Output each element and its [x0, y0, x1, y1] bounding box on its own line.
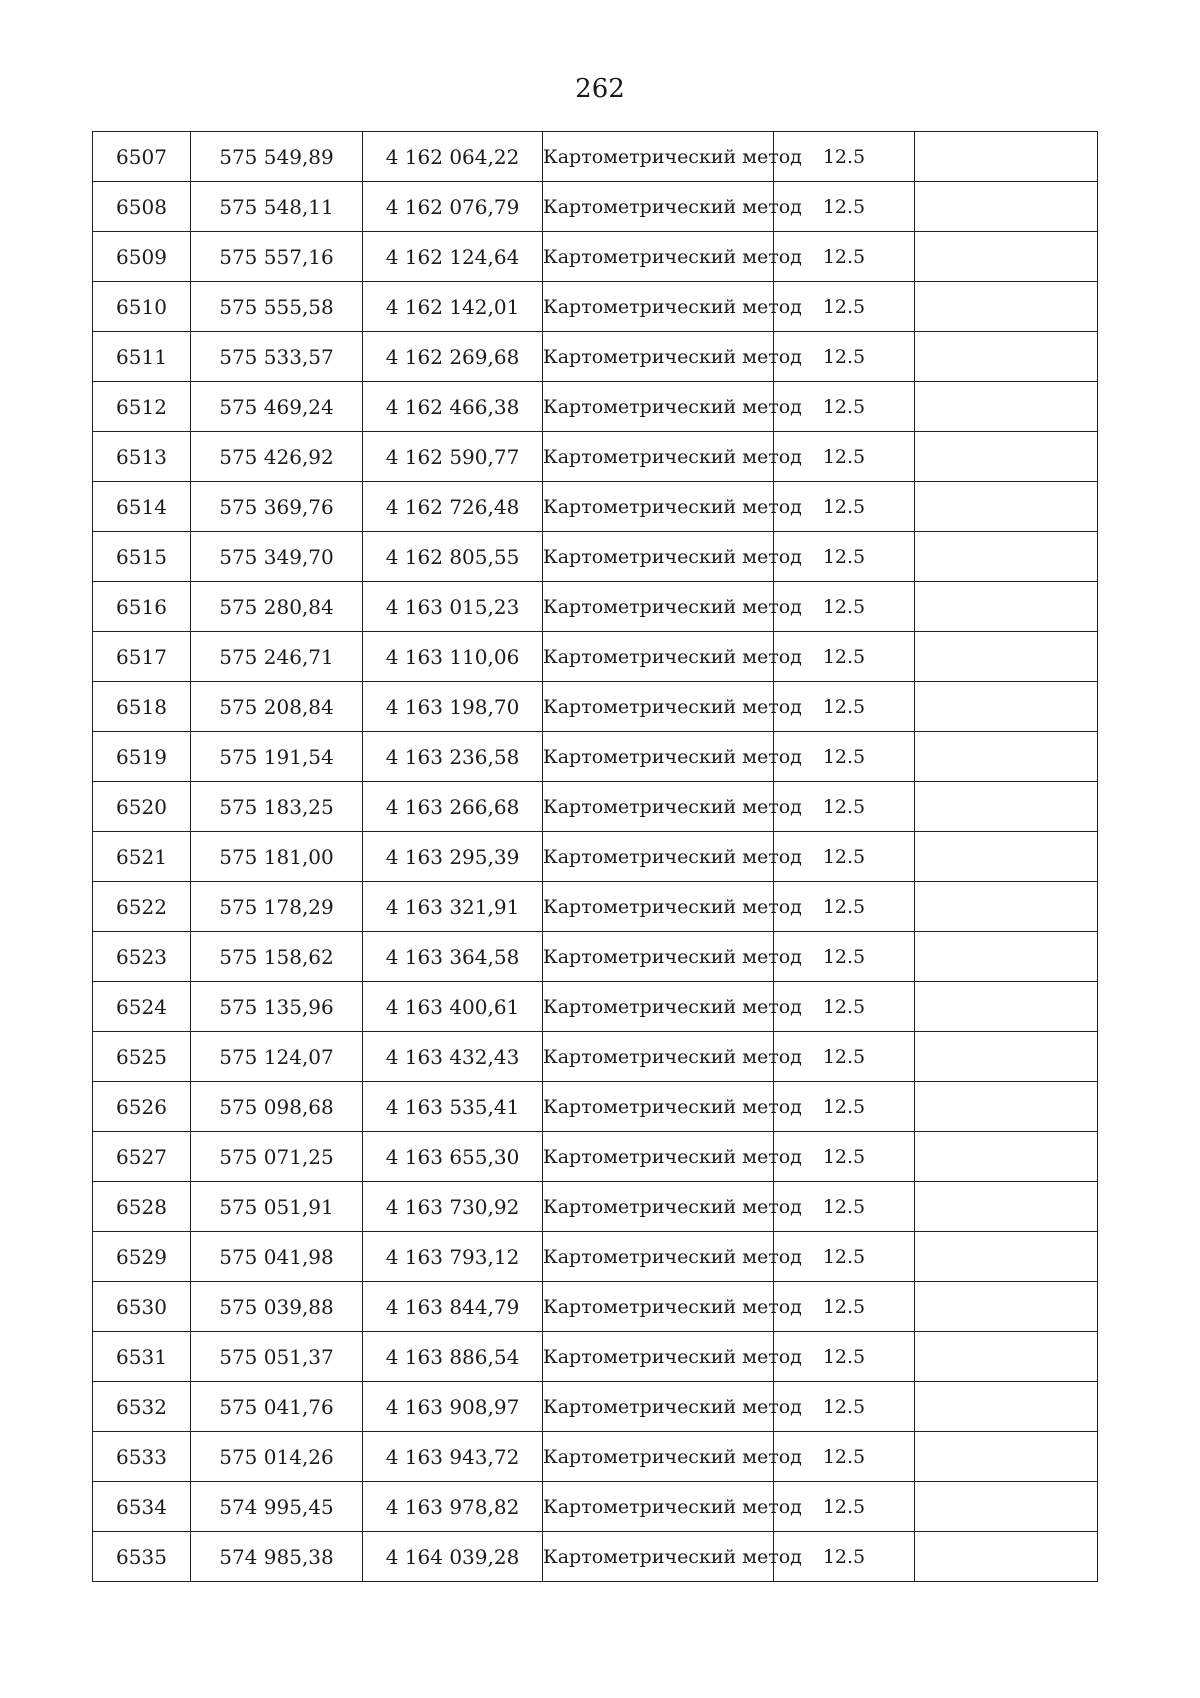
- note-cell: [915, 832, 1098, 882]
- method-cell: Картометрический метод: [543, 1182, 774, 1232]
- point-number-cell: 6511: [93, 332, 191, 382]
- y-coordinate-cell: 4 164 039,28: [363, 1532, 543, 1582]
- y-coordinate-cell: 4 163 236,58: [363, 732, 543, 782]
- method-cell: Картометрический метод: [543, 782, 774, 832]
- note-cell: [915, 932, 1098, 982]
- table-row: [93, 532, 1098, 582]
- point-number-cell: 6526: [93, 1082, 191, 1132]
- point-number-cell: 6524: [93, 982, 191, 1032]
- point-number-cell: 6521: [93, 832, 191, 882]
- table-row: [93, 582, 1098, 632]
- y-coordinate-cell: 4 163 730,92: [363, 1182, 543, 1232]
- accuracy-cell: 12.5: [774, 982, 915, 1032]
- method-cell: Картометрический метод: [543, 332, 774, 382]
- table-row: [93, 282, 1098, 332]
- method-cell: Картометрический метод: [543, 1382, 774, 1432]
- point-number-cell: 6518: [93, 682, 191, 732]
- x-coordinate-cell: 575 469,24: [191, 382, 363, 432]
- point-number-cell: 6512: [93, 382, 191, 432]
- note-cell: [915, 132, 1098, 182]
- accuracy-cell: 12.5: [774, 1182, 915, 1232]
- x-coordinate-cell: 575 158,62: [191, 932, 363, 982]
- table-row: [93, 1182, 1098, 1232]
- table-row: [93, 232, 1098, 282]
- method-cell: Картометрический метод: [543, 382, 774, 432]
- y-coordinate-cell: 4 163 400,61: [363, 982, 543, 1032]
- accuracy-cell: 12.5: [774, 1032, 915, 1082]
- accuracy-cell: 12.5: [774, 1232, 915, 1282]
- note-cell: [915, 582, 1098, 632]
- point-number-cell: 6523: [93, 932, 191, 982]
- accuracy-cell: 12.5: [774, 1132, 915, 1182]
- table-row: [93, 1232, 1098, 1282]
- note-cell: [915, 1282, 1098, 1332]
- y-coordinate-cell: 4 162 142,01: [363, 282, 543, 332]
- x-coordinate-cell: 575 280,84: [191, 582, 363, 632]
- x-coordinate-cell: 575 051,37: [191, 1332, 363, 1382]
- x-coordinate-cell: 575 549,89: [191, 132, 363, 182]
- accuracy-cell: 12.5: [774, 682, 915, 732]
- accuracy-cell: 12.5: [774, 1332, 915, 1382]
- method-cell: Картометрический метод: [543, 532, 774, 582]
- y-coordinate-cell: 4 163 364,58: [363, 932, 543, 982]
- y-coordinate-cell: 4 162 590,77: [363, 432, 543, 482]
- point-number-cell: 6508: [93, 182, 191, 232]
- accuracy-cell: 12.5: [774, 832, 915, 882]
- method-cell: Картометрический метод: [543, 232, 774, 282]
- accuracy-cell: 12.5: [774, 282, 915, 332]
- accuracy-cell: 12.5: [774, 932, 915, 982]
- note-cell: [915, 1082, 1098, 1132]
- point-number-cell: 6515: [93, 532, 191, 582]
- note-cell: [915, 1132, 1098, 1182]
- y-coordinate-cell: 4 163 793,12: [363, 1232, 543, 1282]
- note-cell: [915, 682, 1098, 732]
- table-row: [93, 1482, 1098, 1532]
- x-coordinate-cell: 574 985,38: [191, 1532, 363, 1582]
- method-cell: Картометрический метод: [543, 732, 774, 782]
- x-coordinate-cell: 575 098,68: [191, 1082, 363, 1132]
- table-row: [93, 1432, 1098, 1482]
- y-coordinate-cell: 4 163 432,43: [363, 1032, 543, 1082]
- note-cell: [915, 232, 1098, 282]
- y-coordinate-cell: 4 162 124,64: [363, 232, 543, 282]
- note-cell: [915, 1382, 1098, 1432]
- y-coordinate-cell: 4 162 269,68: [363, 332, 543, 382]
- point-number-cell: 6527: [93, 1132, 191, 1182]
- x-coordinate-cell: 575 051,91: [191, 1182, 363, 1232]
- x-coordinate-cell: 575 557,16: [191, 232, 363, 282]
- y-coordinate-cell: 4 163 295,39: [363, 832, 543, 882]
- point-number-cell: 6514: [93, 482, 191, 532]
- y-coordinate-cell: 4 163 886,54: [363, 1332, 543, 1382]
- x-coordinate-cell: 575 041,76: [191, 1382, 363, 1432]
- point-number-cell: 6531: [93, 1332, 191, 1382]
- x-coordinate-cell: 575 041,98: [191, 1232, 363, 1282]
- accuracy-cell: 12.5: [774, 1382, 915, 1432]
- table-row: [93, 1282, 1098, 1332]
- note-cell: [915, 332, 1098, 382]
- y-coordinate-cell: 4 162 466,38: [363, 382, 543, 432]
- x-coordinate-cell: 575 191,54: [191, 732, 363, 782]
- table-body: [93, 132, 1098, 1582]
- method-cell: Картометрический метод: [543, 1332, 774, 1382]
- note-cell: [915, 532, 1098, 582]
- accuracy-cell: 12.5: [774, 532, 915, 582]
- note-cell: [915, 482, 1098, 532]
- point-number-cell: 6525: [93, 1032, 191, 1082]
- note-cell: [915, 632, 1098, 682]
- table-row: [93, 1382, 1098, 1432]
- y-coordinate-cell: 4 163 110,06: [363, 632, 543, 682]
- table-row: [93, 1032, 1098, 1082]
- x-coordinate-cell: 575 014,26: [191, 1432, 363, 1482]
- note-cell: [915, 432, 1098, 482]
- x-coordinate-cell: 575 178,29: [191, 882, 363, 932]
- note-cell: [915, 382, 1098, 432]
- accuracy-cell: 12.5: [774, 632, 915, 682]
- table-row: [93, 1332, 1098, 1382]
- method-cell: Картометрический метод: [543, 932, 774, 982]
- point-number-cell: 6522: [93, 882, 191, 932]
- method-cell: Картометрический метод: [543, 1082, 774, 1132]
- x-coordinate-cell: 575 246,71: [191, 632, 363, 682]
- table-row: [93, 682, 1098, 732]
- table-row: [93, 632, 1098, 682]
- method-cell: Картометрический метод: [543, 482, 774, 532]
- table-row: [93, 732, 1098, 782]
- method-cell: Картометрический метод: [543, 1432, 774, 1482]
- x-coordinate-cell: 575 183,25: [191, 782, 363, 832]
- note-cell: [915, 1432, 1098, 1482]
- x-coordinate-cell: 575 181,00: [191, 832, 363, 882]
- y-coordinate-cell: 4 162 726,48: [363, 482, 543, 532]
- note-cell: [915, 1332, 1098, 1382]
- method-cell: Картометрический метод: [543, 1032, 774, 1082]
- point-number-cell: 6529: [93, 1232, 191, 1282]
- accuracy-cell: 12.5: [774, 782, 915, 832]
- method-cell: Картометрический метод: [543, 882, 774, 932]
- accuracy-cell: 12.5: [774, 232, 915, 282]
- table-row: [93, 1082, 1098, 1132]
- method-cell: Картометрический метод: [543, 982, 774, 1032]
- x-coordinate-cell: 575 426,92: [191, 432, 363, 482]
- method-cell: Картометрический метод: [543, 1132, 774, 1182]
- point-number-cell: 6509: [93, 232, 191, 282]
- point-number-cell: 6513: [93, 432, 191, 482]
- note-cell: [915, 1232, 1098, 1282]
- x-coordinate-cell: 575 135,96: [191, 982, 363, 1032]
- y-coordinate-cell: 4 163 198,70: [363, 682, 543, 732]
- accuracy-cell: 12.5: [774, 732, 915, 782]
- point-number-cell: 6533: [93, 1432, 191, 1482]
- note-cell: [915, 1182, 1098, 1232]
- y-coordinate-cell: 4 163 978,82: [363, 1482, 543, 1532]
- page-number: 262: [575, 74, 625, 104]
- table-row: [93, 832, 1098, 882]
- y-coordinate-cell: 4 163 535,41: [363, 1082, 543, 1132]
- method-cell: Картометрический метод: [543, 1232, 774, 1282]
- x-coordinate-cell: 575 349,70: [191, 532, 363, 582]
- table-row: [93, 482, 1098, 532]
- x-coordinate-cell: 575 208,84: [191, 682, 363, 732]
- point-number-cell: 6534: [93, 1482, 191, 1532]
- accuracy-cell: 12.5: [774, 582, 915, 632]
- x-coordinate-cell: 575 039,88: [191, 1282, 363, 1332]
- table-row: [93, 882, 1098, 932]
- accuracy-cell: 12.5: [774, 1482, 915, 1532]
- x-coordinate-cell: 575 548,11: [191, 182, 363, 232]
- point-number-cell: 6520: [93, 782, 191, 832]
- note-cell: [915, 1482, 1098, 1532]
- accuracy-cell: 12.5: [774, 132, 915, 182]
- point-number-cell: 6535: [93, 1532, 191, 1582]
- table-row: [93, 332, 1098, 382]
- x-coordinate-cell: 575 555,58: [191, 282, 363, 332]
- point-number-cell: 6510: [93, 282, 191, 332]
- note-cell: [915, 182, 1098, 232]
- method-cell: Картометрический метод: [543, 182, 774, 232]
- table-row: [93, 932, 1098, 982]
- point-number-cell: 6519: [93, 732, 191, 782]
- table-row: [93, 982, 1098, 1032]
- table-row: [93, 182, 1098, 232]
- note-cell: [915, 282, 1098, 332]
- coordinates-table: [92, 131, 1098, 1582]
- x-coordinate-cell: 575 071,25: [191, 1132, 363, 1182]
- accuracy-cell: 12.5: [774, 182, 915, 232]
- y-coordinate-cell: 4 163 655,30: [363, 1132, 543, 1182]
- point-number-cell: 6530: [93, 1282, 191, 1332]
- x-coordinate-cell: 575 533,57: [191, 332, 363, 382]
- accuracy-cell: 12.5: [774, 332, 915, 382]
- method-cell: Картометрический метод: [543, 1532, 774, 1582]
- method-cell: Картометрический метод: [543, 432, 774, 482]
- accuracy-cell: 12.5: [774, 1532, 915, 1582]
- note-cell: [915, 732, 1098, 782]
- point-number-cell: 6528: [93, 1182, 191, 1232]
- accuracy-cell: 12.5: [774, 482, 915, 532]
- note-cell: [915, 1532, 1098, 1582]
- note-cell: [915, 1032, 1098, 1082]
- accuracy-cell: 12.5: [774, 1082, 915, 1132]
- point-number-cell: 6516: [93, 582, 191, 632]
- y-coordinate-cell: 4 163 015,23: [363, 582, 543, 632]
- method-cell: Картометрический метод: [543, 682, 774, 732]
- method-cell: Картометрический метод: [543, 582, 774, 632]
- note-cell: [915, 782, 1098, 832]
- method-cell: Картометрический метод: [543, 1482, 774, 1532]
- method-cell: Картометрический метод: [543, 632, 774, 682]
- y-coordinate-cell: 4 163 321,91: [363, 882, 543, 932]
- y-coordinate-cell: 4 163 943,72: [363, 1432, 543, 1482]
- x-coordinate-cell: 574 995,45: [191, 1482, 363, 1532]
- y-coordinate-cell: 4 163 266,68: [363, 782, 543, 832]
- accuracy-cell: 12.5: [774, 432, 915, 482]
- table-row: [93, 1132, 1098, 1182]
- note-cell: [915, 882, 1098, 932]
- accuracy-cell: 12.5: [774, 882, 915, 932]
- method-cell: Картометрический метод: [543, 1282, 774, 1332]
- table-row: [93, 432, 1098, 482]
- y-coordinate-cell: 4 163 844,79: [363, 1282, 543, 1332]
- method-cell: Картометрический метод: [543, 132, 774, 182]
- accuracy-cell: 12.5: [774, 1282, 915, 1332]
- point-number-cell: 6532: [93, 1382, 191, 1432]
- y-coordinate-cell: 4 162 076,79: [363, 182, 543, 232]
- point-number-cell: 6507: [93, 132, 191, 182]
- x-coordinate-cell: 575 124,07: [191, 1032, 363, 1082]
- point-number-cell: 6517: [93, 632, 191, 682]
- note-cell: [915, 982, 1098, 1032]
- method-cell: Картометрический метод: [543, 832, 774, 882]
- y-coordinate-cell: 4 162 064,22: [363, 132, 543, 182]
- y-coordinate-cell: 4 162 805,55: [363, 532, 543, 582]
- accuracy-cell: 12.5: [774, 1432, 915, 1482]
- table-row: [93, 132, 1098, 182]
- method-cell: Картометрический метод: [543, 282, 774, 332]
- table-row: [93, 782, 1098, 832]
- x-coordinate-cell: 575 369,76: [191, 482, 363, 532]
- table-row: [93, 382, 1098, 432]
- accuracy-cell: 12.5: [774, 382, 915, 432]
- y-coordinate-cell: 4 163 908,97: [363, 1382, 543, 1432]
- table-row: [93, 1532, 1098, 1582]
